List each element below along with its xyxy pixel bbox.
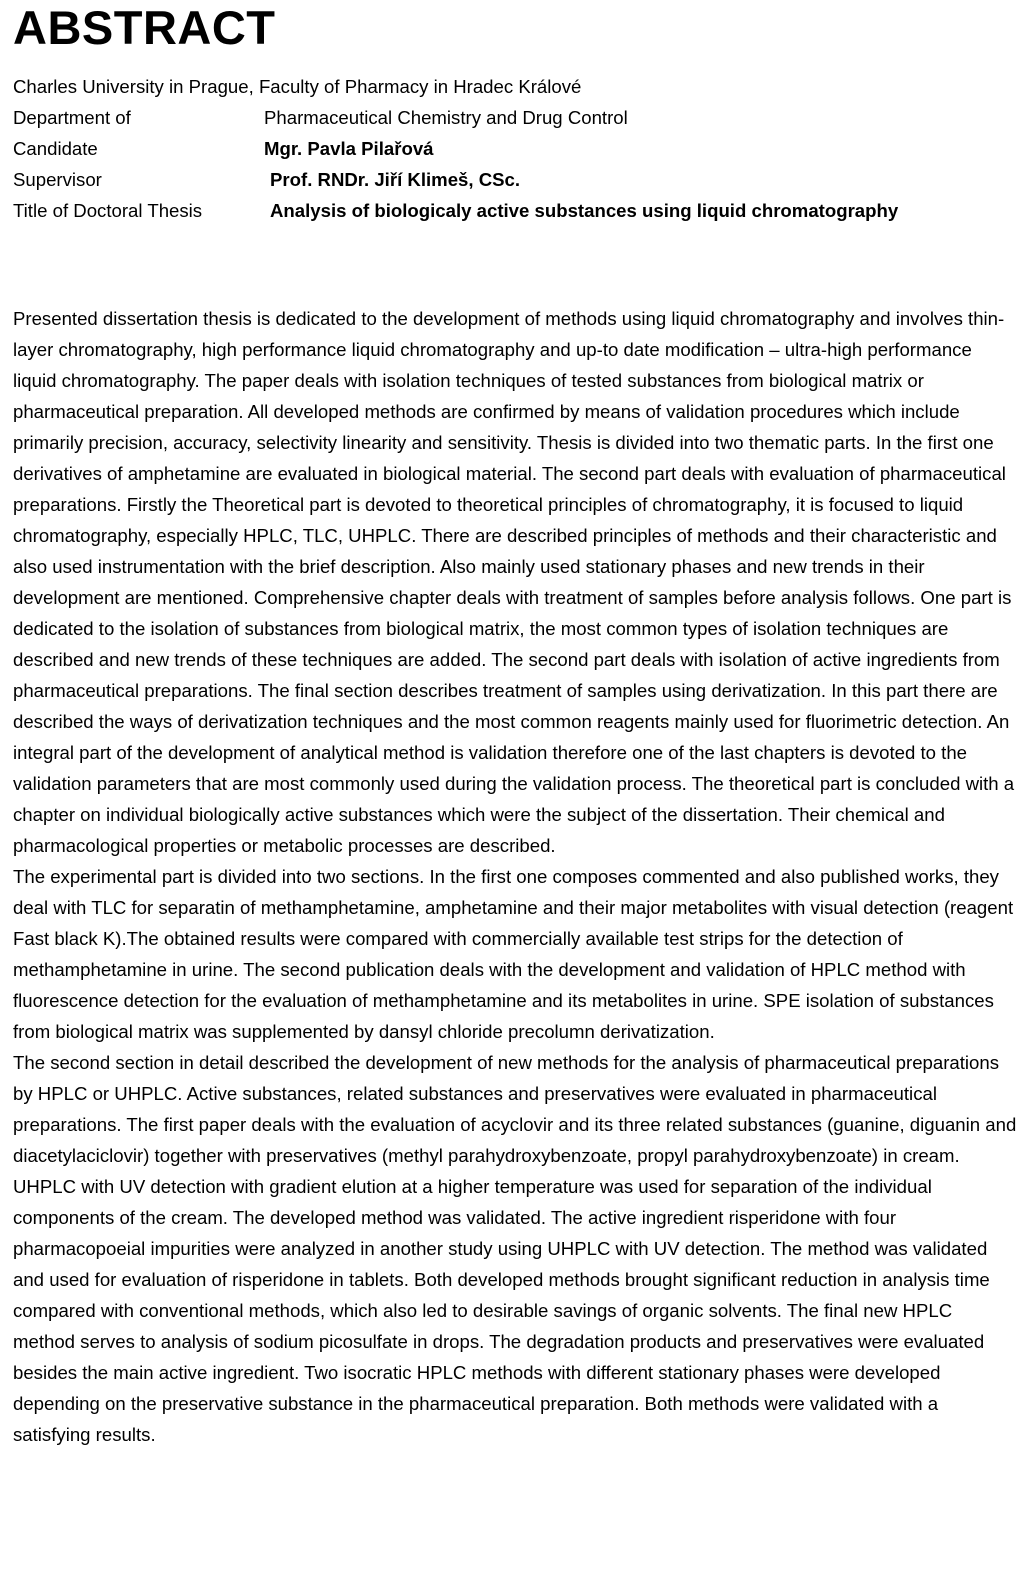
supervisor-label: Supervisor bbox=[13, 169, 102, 190]
document-page bbox=[13, 0, 1017, 1450]
thesis-title-label: Title of Doctoral Thesis bbox=[13, 200, 203, 221]
department-row bbox=[13, 102, 1017, 133]
department-label: Department of bbox=[13, 107, 131, 128]
university-line bbox=[13, 71, 1017, 102]
abstract-body bbox=[13, 303, 1017, 1450]
thesis-title-row bbox=[13, 195, 1017, 226]
university-text: Charles University in Prague, Faculty of Pharmacy in Hradec Králové bbox=[13, 76, 582, 97]
abstract-paragraph-intro: Presented dissertation thesis is dedicated to the development of methods using liquid chromatography and involves thin-layer chromatography, high performance liquid chromatography and up-to date modification – ultra-high performance liquid chromatography. The paper deals with isolation techniques of tested substances from biological matrix or pharmaceutical preparation. All developed methods are confirmed by means of validation procedures which include primarily precision, accuracy, selectivity linearity and sensitivity. Thesis is divided into two thematic parts. In the first one derivatives of amphetamine are evaluated in biological material. The second part deals with evaluation of pharmaceutical preparations. Firstly the Theoretical part is devoted to theoretical principles of chromatography, it is focused to liquid chromatography, especially HPLC, TLC, UHPLC. There are described principles of methods and their characteristic and also used instrumentation with the brief description. Also mainly used stationary phases and new trends in their development are mentioned. Comprehensive chapter deals with treatment of samples before analysis follows. One part is dedicated to the isolation of substances from biological matrix, the most common types of isolation techniques are described and new trends of these techniques are added. The second part deals with isolation of active ingredients from pharmaceutical preparations. The final section describes treatment of samples using derivatization. In this part there are described the ways of derivatization techniques and the most common reagents mainly used for fluorimetric detection. An integral part of the development of analytical method is validation therefore one of the last chapters is devoted to the validation parameters that are most commonly used during the validation process. The theoretical part is concluded with a chapter on individual biologically active substances which were the subject of the dissertation. Their chemical and pharmacological properties or metabolic processes are described. bbox=[13, 308, 1015, 856]
thesis-metadata bbox=[13, 71, 1017, 226]
candidate-row bbox=[13, 133, 1017, 164]
document-heading: ABSTRACT bbox=[13, 1, 276, 54]
candidate-value: Mgr. Pavla Pilařová bbox=[264, 138, 434, 159]
abstract-paragraph-second-section: The second section in detail described the development of new methods for the analysis of pharmaceutical preparations by HPLC or UHPLC. Active substances, related substances and preservatives were evaluated in pharmaceutical preparations. The first paper deals with the evaluation of acyclovir and its three related substances (guanine, diguanin and diacetylaciclovir) together with preservatives (methyl parahydroxybenzoate, propyl parahydroxybenzoate) in cream. UHPLC with UV detection with gradient elution at a higher temperature was used for separation of the individual components of the cream. The developed method was validated. The active ingredient risperidone with four pharmacopoeial impurities were analyzed in another study using UHPLC with UV detection. The method was validated and used for evaluation of risperidone in tablets. Both developed methods brought significant reduction in analysis time compared with conventional methods, which also led to desirable savings of organic solvents. The final new HPLC method serves to analysis of sodium picosulfate in drops. The degradation products and preservatives were evaluated besides the main active ingredient. Two isocratic HPLC methods with different stationary phases were developed depending on the preservative substance in the pharmaceutical preparation. Both methods were validated with a satisfying results. bbox=[13, 1052, 1017, 1445]
supervisor-value: Prof. RNDr. Jiří Klimeš, CSc. bbox=[270, 169, 521, 190]
department-value: Pharmaceutical Chemistry and Drug Control bbox=[264, 107, 628, 128]
candidate-label: Candidate bbox=[13, 138, 98, 159]
thesis-title-value: Analysis of biologicaly active substances using liquid chromatography bbox=[270, 200, 899, 221]
supervisor-row bbox=[13, 164, 1017, 195]
abstract-paragraph-experimental: The experimental part is divided into two sections. In the first one composes commented and also published works, they deal with TLC for separatin of methamphetamine, amphetamine and their major metabolites with visual detection (reagent Fast black K).The obtained results were compared with commercially available test strips for the detection of methamphetamine in urine. The second publication deals with the development and validation of HPLC method with fluorescence detection for the evaluation of methamphetamine and its metabolites in urine. SPE isolation of substances from biological matrix was supplemented by dansyl chloride precolumn derivatization. bbox=[13, 866, 1014, 1042]
